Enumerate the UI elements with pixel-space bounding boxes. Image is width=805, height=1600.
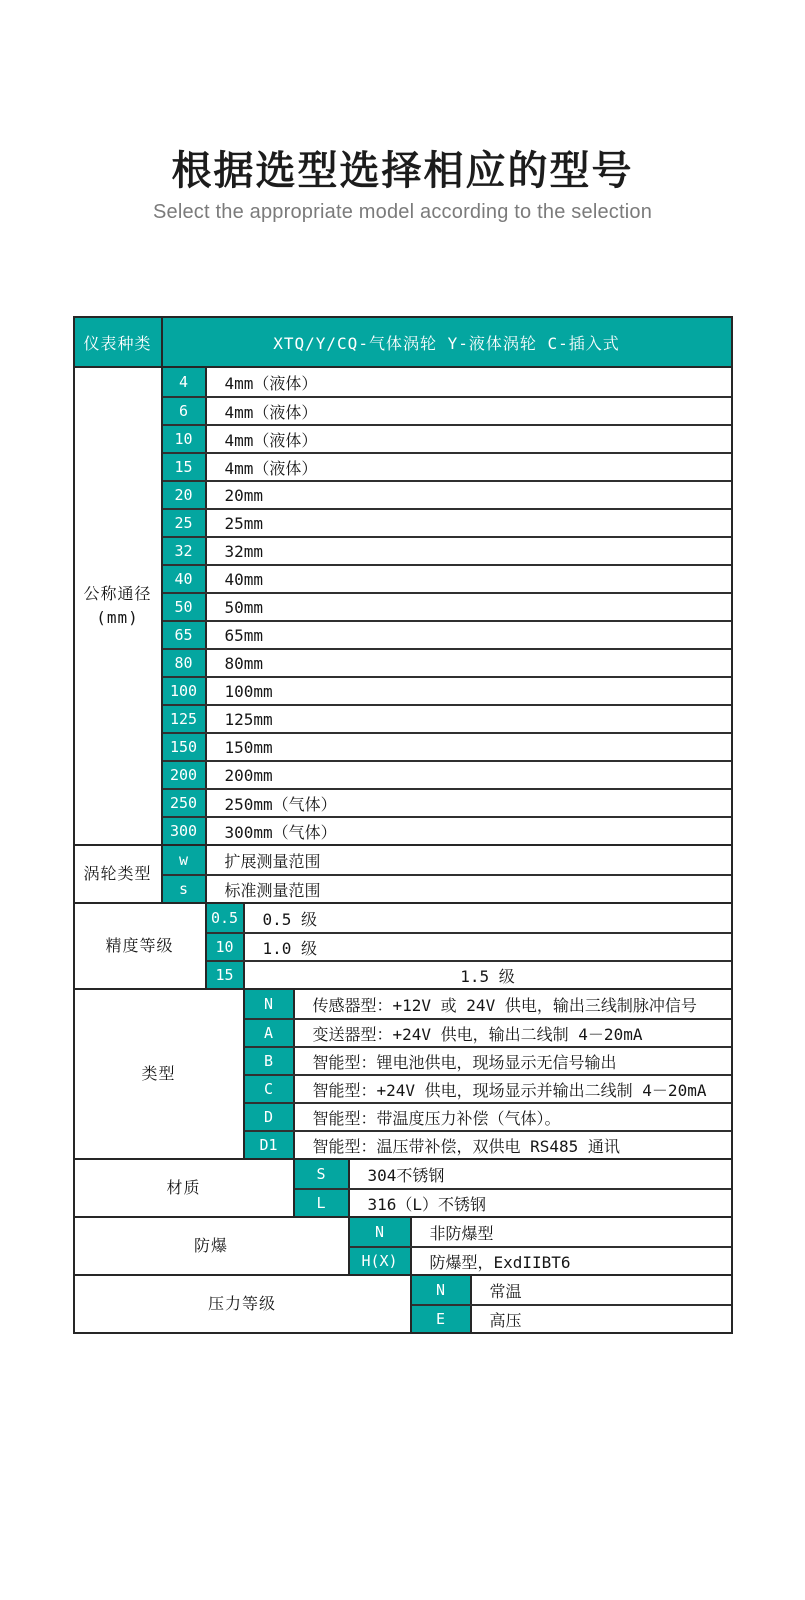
desc-cell: 变送器型：+24V 供电，输出二线制 4－20mA [312, 1024, 643, 1044]
code-cell: D1 [245, 1132, 295, 1158]
code-cell: N [350, 1218, 412, 1246]
table-row [163, 816, 731, 844]
desc-cell: 4mm（液体） [224, 430, 318, 450]
table-row [207, 932, 731, 960]
page-subtitle: Select the appropriate model according to the selection [152, 201, 653, 223]
table-row [350, 1218, 731, 1246]
code-cell: C [245, 1076, 295, 1102]
code-cell: N [412, 1276, 472, 1304]
desc-cell: 50mm [224, 597, 264, 617]
desc-cell: 200mm [224, 765, 273, 785]
table-row [412, 1276, 731, 1304]
section-label [75, 846, 163, 902]
table-row [163, 620, 731, 648]
desc-cell: 标准测量范围 [224, 880, 321, 900]
section-material [75, 1158, 731, 1216]
section-rows [207, 904, 731, 988]
desc-cell: 250mm（气体） [224, 794, 337, 814]
desc-cell: 100mm [224, 681, 273, 701]
desc-cell: 65mm [224, 625, 264, 645]
table-row [163, 704, 731, 732]
code-cell: H(X) [350, 1248, 412, 1274]
code-cell: 200 [163, 762, 207, 788]
code-cell: 80 [163, 650, 207, 676]
section-label-line1: 公称通径 [83, 584, 152, 603]
section-label-line2: (mm) [96, 608, 139, 627]
instrument-kind-header: 仪表种类 [75, 318, 163, 366]
section-turbine-type [75, 844, 731, 902]
code-cell: 150 [163, 734, 207, 760]
table-row [163, 592, 731, 620]
code-cell: 10 [207, 934, 245, 960]
section-label-line1: 材质 [166, 1178, 201, 1197]
section-label-line1: 压力等级 [207, 1294, 276, 1313]
desc-cell: 125mm [224, 709, 273, 729]
section-label-line1: 类型 [141, 1064, 176, 1083]
code-cell: 6 [163, 398, 207, 424]
code-cell: S [295, 1160, 350, 1188]
desc-cell: 300mm（气体） [224, 822, 337, 842]
code-cell: 0.5 [207, 904, 245, 932]
section-label [75, 368, 163, 844]
desc-cell: 150mm [224, 737, 273, 757]
code-cell: E [412, 1306, 472, 1332]
table-row [207, 960, 731, 988]
desc-cell: 防爆型，ExdIIBT6 [429, 1252, 571, 1272]
desc-cell: 传感器型：+12V 或 24V 供电，输出三线制脉冲信号 [312, 995, 697, 1015]
table-row [163, 732, 731, 760]
table-row [245, 1046, 731, 1074]
table-row [163, 564, 731, 592]
section-rows [295, 1160, 731, 1216]
section-rows [350, 1218, 731, 1274]
desc-cell: 20mm [224, 485, 264, 505]
section-label [75, 1276, 412, 1332]
table-row [245, 1018, 731, 1046]
table-header-row [75, 318, 731, 366]
table-row [163, 788, 731, 816]
code-cell: 300 [163, 818, 207, 844]
code-cell: 250 [163, 790, 207, 816]
code-cell: N [245, 990, 295, 1018]
code-cell: A [245, 1020, 295, 1046]
section-label [75, 1160, 295, 1216]
code-cell: 25 [163, 510, 207, 536]
section-rows [163, 368, 731, 844]
desc-cell: 32mm [224, 541, 264, 561]
desc-cell: 扩展测量范围 [224, 851, 321, 871]
table-row [163, 480, 731, 508]
section-output-type [75, 988, 731, 1158]
code-cell: 20 [163, 482, 207, 508]
code-cell: L [295, 1190, 350, 1216]
section-explosion-proof [75, 1216, 731, 1274]
table-row [245, 1074, 731, 1102]
table-row [163, 846, 731, 874]
desc-cell: 非防爆型 [429, 1223, 494, 1243]
section-rows [412, 1276, 731, 1332]
code-cell: 65 [163, 622, 207, 648]
table-row [163, 676, 731, 704]
desc-cell: 316（L）不锈钢 [367, 1194, 487, 1214]
desc-cell: 4mm（液体） [224, 373, 318, 393]
code-cell: s [163, 876, 207, 902]
table-row [163, 452, 731, 480]
desc-cell: 40mm [224, 569, 264, 589]
table-row [350, 1246, 731, 1274]
section-pressure-class [75, 1274, 731, 1332]
code-cell: 50 [163, 594, 207, 620]
table-row [412, 1304, 731, 1332]
section-label [75, 990, 245, 1158]
desc-cell: 常温 [489, 1281, 522, 1301]
desc-cell: 智能型：温压带补偿，双供电 RS485 通讯 [312, 1136, 620, 1156]
model-selection-table [73, 316, 733, 1334]
desc-cell: 4mm（液体） [224, 402, 318, 422]
section-rows [245, 990, 731, 1158]
desc-cell: 25mm [224, 513, 264, 533]
section-label-line1: 精度等级 [105, 936, 174, 955]
desc-cell: 智能型：+24V 供电，现场显示并输出二线制 4－20mA [312, 1080, 707, 1100]
desc-cell: 0.5 级 [262, 909, 318, 929]
code-cell: 15 [207, 962, 245, 988]
table-row [163, 424, 731, 452]
code-cell: 4 [163, 368, 207, 396]
desc-cell: 智能型：带温度压力补偿（气体）。 [312, 1108, 561, 1128]
code-cell: 125 [163, 706, 207, 732]
section-label [75, 904, 207, 988]
code-cell: w [163, 846, 207, 874]
section-label [75, 1218, 350, 1274]
table-row [207, 904, 731, 932]
section-accuracy-class [75, 902, 731, 988]
section-nominal-diameter [75, 366, 731, 844]
code-cell: 15 [163, 454, 207, 480]
code-cell: 32 [163, 538, 207, 564]
table-row [163, 648, 731, 676]
desc-cell: 304不锈钢 [367, 1165, 445, 1185]
table-row [295, 1188, 731, 1216]
code-cell: 10 [163, 426, 207, 452]
page-title: 根据选型选择相应的型号 [171, 149, 634, 193]
page-header [0, 0, 805, 224]
desc-cell: 80mm [224, 653, 264, 673]
table-row [163, 396, 731, 424]
table-row [245, 1102, 731, 1130]
table-row [163, 508, 731, 536]
section-label-line1: 防爆 [193, 1236, 228, 1255]
code-cell: 100 [163, 678, 207, 704]
code-cell: D [245, 1104, 295, 1130]
table-row [245, 1130, 731, 1158]
desc-cell: 智能型：锂电池供电，现场显示无信号输出 [312, 1052, 617, 1072]
section-label-line1: 涡轮类型 [83, 864, 152, 883]
desc-cell: 1.0 级 [262, 938, 318, 958]
table-row [163, 760, 731, 788]
desc-cell: 4mm（液体） [224, 458, 318, 478]
table-row [245, 990, 731, 1018]
table-row [163, 536, 731, 564]
section-rows [163, 846, 731, 902]
table-row [163, 874, 731, 902]
model-series-header: XTQ/Y/CQ-气体涡轮 Y-液体涡轮 C-插入式 [273, 333, 620, 353]
desc-cell: 高压 [489, 1310, 522, 1330]
table-row [163, 368, 731, 396]
code-cell: 40 [163, 566, 207, 592]
code-cell: B [245, 1048, 295, 1074]
table-row [295, 1160, 731, 1188]
desc-cell: 1.5 级 [460, 966, 515, 986]
